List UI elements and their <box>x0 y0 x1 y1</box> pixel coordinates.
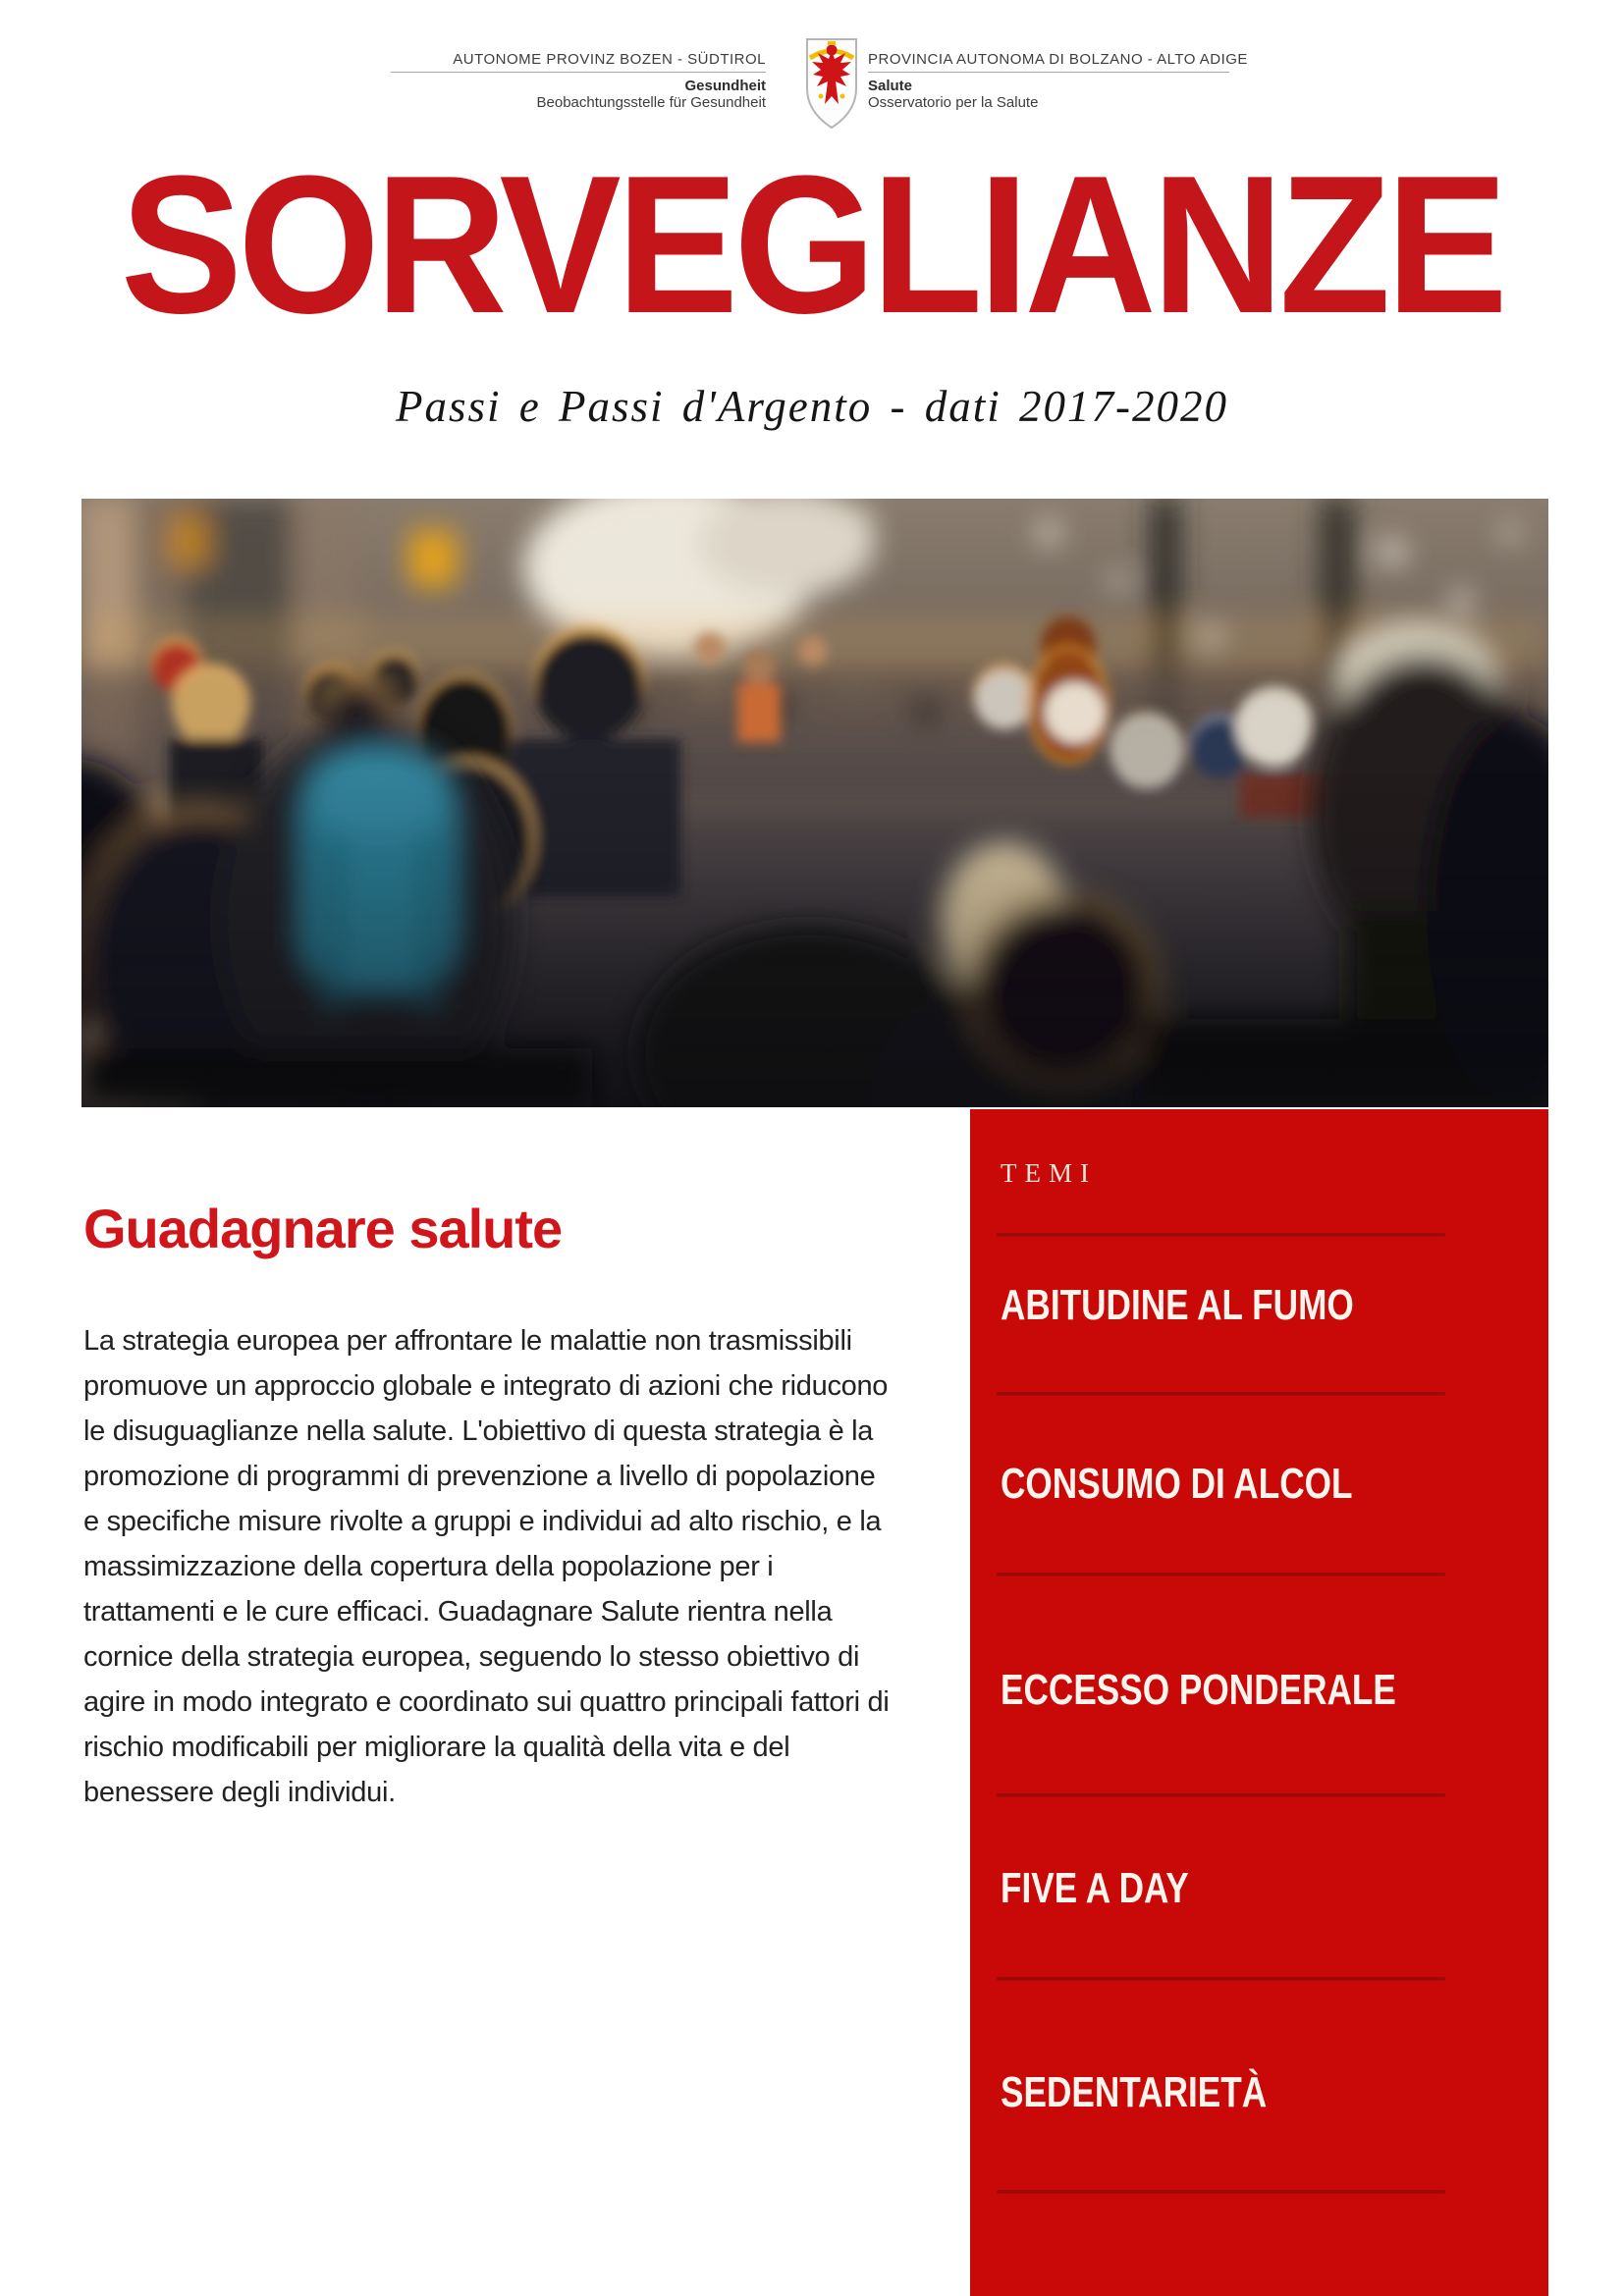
main-article <box>83 1196 894 1815</box>
sidebar-item-alcohol[interactable]: CONSUMO DI ALCOL <box>1001 1460 1353 1508</box>
sidebar-item-smoking[interactable]: ABITUDINE AL FUMO <box>1001 1281 1354 1329</box>
sidebar-item-five-a-day[interactable]: FIVE A DAY <box>1001 1864 1189 1912</box>
sidebar-divider <box>997 1977 1445 1980</box>
page-subtitle: Passi e Passi d'Argento - dati 2017-2020 <box>396 382 1228 431</box>
org-header-german <box>391 37 766 111</box>
section-title: Guadagnare salute <box>83 1198 563 1259</box>
sidebar-item-overweight[interactable]: ECCESSO PONDERALE <box>1001 1666 1396 1714</box>
sidebar-divider <box>997 1573 1445 1575</box>
header-rule-right <box>868 72 1229 73</box>
crowd-photo <box>81 499 1548 1107</box>
org-dept-italian: Salute <box>868 78 913 94</box>
header-rule-left <box>391 72 766 73</box>
sidebar-divider <box>997 2190 1445 2193</box>
topics-sidebar <box>970 1109 1548 2296</box>
org-title-german: AUTONOME PROVINZ BOZEN - SÜDTIROL <box>453 51 766 68</box>
org-office-german: Beobachtungsstelle für Gesundheit <box>536 94 766 111</box>
sidebar-divider <box>997 1793 1445 1796</box>
org-office-italian: Osservatorio per la Salute <box>868 94 1039 111</box>
org-dept-german: Gesundheit <box>684 78 766 94</box>
sidebar-item-sedentary[interactable]: SEDENTARIETÀ <box>1001 2068 1268 2116</box>
org-title-italian: PROVINCIA AUTONOMA DI BOLZANO - ALTO ADIGE <box>868 51 1248 68</box>
sidebar-label: TEMI <box>1001 1158 1097 1188</box>
sidebar-divider <box>997 1392 1445 1395</box>
page-title: SORVEGLIANZE <box>120 135 1504 354</box>
org-header-italian <box>868 37 1248 111</box>
org-header <box>391 37 1248 131</box>
coat-of-arms-icon <box>805 37 858 131</box>
section-body-text: La strategia europea per affrontare le malattie non trasmissibili promuove un approccio globale e integrato di azioni che riducono le disuguaglianze nella salute. L'obiettivo di questa strategia è la promozione di programmi di prevenzione a livello di popolazione e specifiche misure rivolte a gruppi e individui ad alto rischio, e la massimizzazione della copertura della popolazione per i trattamenti e le cure efficaci. Guadagnare Salute rientra nella cornice della strategia europea, seguendo lo stesso obiettivo di agire in modo integrato e coordinato sui quattro principali fattori di rischio modificabili per migliorare la qualità della vita e del benessere degli individui. <box>83 1325 890 1809</box>
sidebar-divider <box>997 1233 1445 1236</box>
